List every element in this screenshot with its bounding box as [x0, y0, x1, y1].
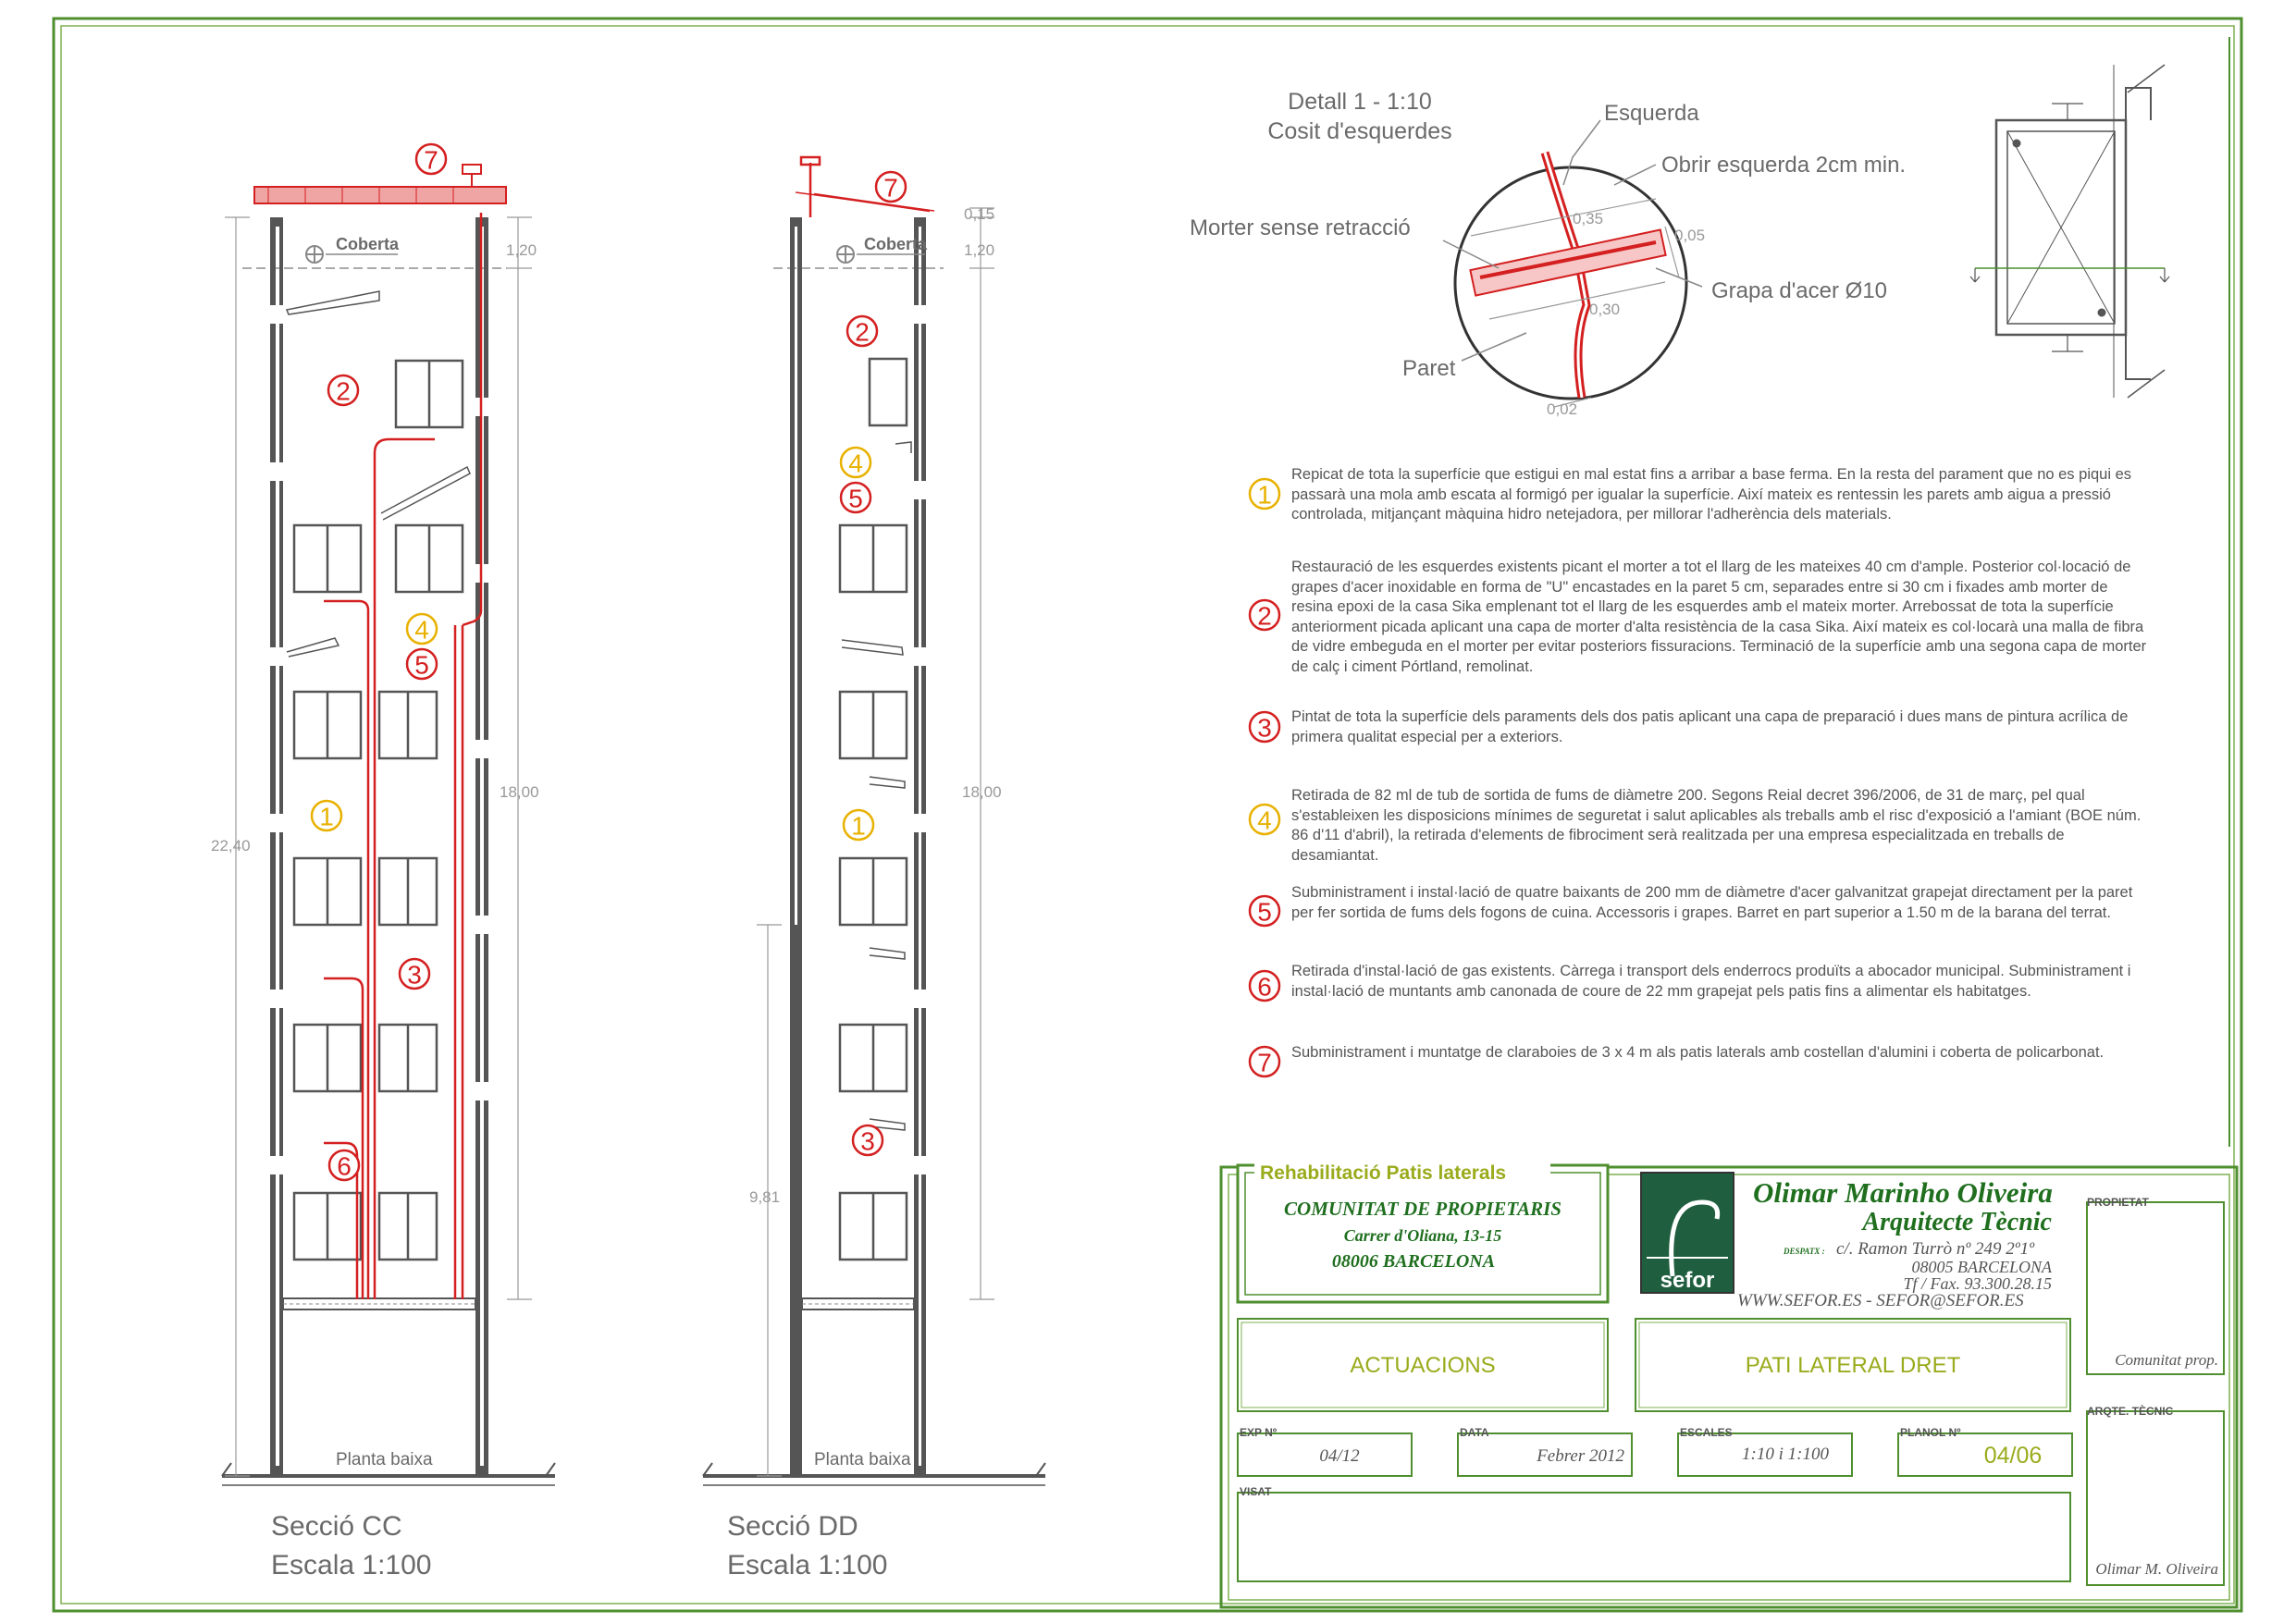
- note-marker-2: 2: [1257, 601, 1272, 631]
- arqte-label: ARQTE. TÈCNIC: [2087, 1405, 2174, 1418]
- exp-value: 04/12: [1319, 1446, 1360, 1466]
- dd-coberta-label: Coberta: [864, 235, 928, 253]
- detail-dim-d1: 0,35: [1573, 210, 1604, 227]
- marker-4: 4: [414, 615, 429, 645]
- dd-markers: [841, 172, 906, 1156]
- detail-1: [1190, 89, 1906, 418]
- marker-3: 3: [860, 1126, 875, 1156]
- propietat-value: Comunitat prop.: [2115, 1351, 2218, 1369]
- note-marker-4: 4: [1257, 805, 1272, 835]
- cc-coberta-label: Coberta: [336, 235, 400, 253]
- propietat-label: PROPIETAT: [2087, 1196, 2149, 1209]
- detail-dim-d3: 0,30: [1589, 301, 1621, 318]
- escales-label: ESCALES: [1680, 1426, 1733, 1439]
- dd-title: Secció DD: [727, 1511, 858, 1542]
- client-city: 08006 BARCELONA: [1331, 1251, 1496, 1272]
- marker-2: 2: [855, 317, 870, 347]
- cc-ground-label: Planta baixa: [336, 1450, 433, 1469]
- cc-dim-top: 1,20: [506, 241, 537, 259]
- cc-dim-total: 22,40: [211, 837, 251, 855]
- note-4: Retirada de 82 ml de tub de sortida de fums de diàmetre 200. Segons Reial decret 396/2006, de 31 de març, pel qual s'estableixen les disposicions mínimes de seguretat i salut aplicables als treballs amb el risc d'exposició a l'amiant (BOE núm. 86 d'11 d'abril), la retirada d'elements de fibrociment serà realitzada per una empresa especialitzada en treballs de desamiantat.: [1291, 787, 2142, 864]
- marker-5: 5: [414, 650, 429, 680]
- section-dd: [703, 157, 1045, 1580]
- marker-6: 6: [337, 1151, 352, 1181]
- marker-2: 2: [336, 376, 351, 406]
- marker-3: 3: [407, 960, 422, 990]
- logo-text: sefor: [1660, 1268, 1715, 1293]
- dd-scale: Escala 1:100: [727, 1550, 888, 1580]
- title-block: [1221, 1158, 2237, 1607]
- project-name: Rehabilitació Patis laterals: [1260, 1162, 1507, 1184]
- exp-label: EXP Nº: [1240, 1426, 1278, 1439]
- note-marker-7: 7: [1257, 1048, 1272, 1077]
- note-marker-5: 5: [1257, 897, 1272, 927]
- note-marker-3: 3: [1257, 713, 1272, 743]
- dd-dim-parapet: 0,15: [964, 205, 995, 223]
- office-city: 08005 BARCELONA: [1911, 1258, 2052, 1276]
- detail-dim-d2: 0,05: [1674, 227, 1706, 244]
- dd-dim-top: 1,20: [964, 241, 995, 259]
- detail-label-open: Obrir esquerda 2cm min.: [1661, 153, 1907, 178]
- note-1: Repicat de tota la superfície que estigui en mal estat fins a arribar a base ferma. En la resta del parament que no es piqui es passarà una mola amb escata al formigó per igualar la superfície. Així mateix es rentessin les parets amb aigua a pressió controlada, mitjançant màquina hidro netejadora, per millorar l'adherència dels materials.: [1291, 466, 2132, 523]
- note-5: Subministrament i instal·lació de quatre baixants de 200 mm de diàmetre d'acer galvanitzat grapejat directament per la paret per fer sortida de fums dels fogons de cuina. Accessoris i grapes. Barret en part superior a 1.50 m de la barana del terrat.: [1291, 884, 2133, 921]
- client-street: Carrer d'Oliana, 13-15: [1343, 1226, 1502, 1245]
- note-6: Retirada d'instal·lació de gas existents. Càrrega i transport dels enderrocs produïts a abocador municipal. Subministrament i instal·lació de muntants amb canonada de coure de 22 mm grapejat pels patis fins a alimentar els habitatges.: [1291, 963, 2131, 1000]
- marker-1: 1: [319, 802, 334, 831]
- dd-dim-height: 18,00: [962, 783, 1002, 801]
- marker-1: 1: [851, 811, 866, 841]
- architect-role: Arquitecte Tècnic: [1862, 1208, 2052, 1236]
- cc-dim-height: 18,00: [500, 783, 539, 801]
- data-label: DATA: [1460, 1426, 1489, 1439]
- plan-detail: [1970, 65, 2169, 398]
- notes-markers: [1250, 479, 1279, 1077]
- cc-scale: Escala 1:100: [271, 1550, 432, 1580]
- marker-5: 5: [848, 484, 863, 513]
- dd-ground-label: Planta baixa: [814, 1450, 911, 1469]
- visat-label: VISAT: [1240, 1485, 1272, 1498]
- office-web: WWW.SEFOR.ES - SEFOR@SEFOR.ES: [1737, 1291, 2024, 1310]
- escales-value: 1:10 i 1:100: [1742, 1445, 1829, 1464]
- note-3: Pintat de tota la superfície dels paraments dels dos patis aplicant una capa de preparació i dues mans de pintura acrílica de primera qualitat especial per a exteriors.: [1291, 708, 2129, 745]
- office-label: DESPATX :: [1784, 1247, 1825, 1256]
- detail-label-staple: Grapa d'acer Ø10: [1711, 278, 1888, 303]
- office-address: c/. Ramon Turrò nº 249 2º1º: [1836, 1239, 2035, 1259]
- section-cc: [211, 144, 555, 1580]
- arqte-value: Olimar M. Oliveira: [2095, 1560, 2218, 1578]
- client-name: COMUNITAT DE PROPIETARIS: [1284, 1198, 1562, 1220]
- detail-label-crack: Esquerda: [1604, 101, 1699, 126]
- marker-7: 7: [883, 173, 898, 203]
- detail-label-mortar: Morter sense retracció: [1190, 215, 1411, 240]
- note-7: Subministrament i muntatge de claraboies de 3 x 4 m als patis laterals amb costellan d'alumini i coberta de policarbonat.: [1291, 1044, 2105, 1061]
- dd-dim-lower: 9,81: [749, 1188, 781, 1206]
- plan-name: PATI LATERAL DRET: [1745, 1353, 1961, 1378]
- detail-label-wall: Paret: [1402, 356, 1456, 381]
- marker-7: 7: [424, 145, 438, 175]
- detail-subtitle: Cosit d'esquerdes: [1267, 118, 1452, 144]
- actuacions-label: ACTUACIONS: [1350, 1353, 1496, 1378]
- marker-4: 4: [848, 449, 863, 478]
- detail-dim-d4: 0,02: [1547, 400, 1578, 418]
- architect-name: Olimar Marinho Oliveira: [1753, 1176, 2053, 1209]
- office-phone: Tf / Fax. 93.300.28.15: [1903, 1274, 2052, 1293]
- note-2: Restauració de les esquerdes existents picant el morter a tot el llarg de les mateixes 40 cm d'ample. Posterior col·locació de grapes d'acer inoxidable en forma de "U" encastades en la paret 5 cm, separades entre si 30 cm i fixades amb morter de resina epoxi de la casa Sika emplenant tot el llarg de les esquerdes amb el mateix morter. Arrebossat de tota la superfície anteriorment picada aplicant una capa de morter d'alta resistència de la casa Sika. Així mateix es col·locarà una malla de fibra de vidre embeguda en el morter per evitar posteriors fissuracions. Terminació de la superfície amb una segona capa de morter de calç i ciment Pórtland, remolinat.: [1291, 559, 2147, 675]
- planol-label: PLANOL Nº: [1900, 1426, 1961, 1439]
- note-marker-6: 6: [1257, 972, 1272, 1002]
- detail-title: Detall 1 - 1:10: [1288, 89, 1432, 115]
- data-value: Febrer 2012: [1537, 1446, 1624, 1466]
- note-marker-1: 1: [1257, 480, 1272, 510]
- planol-value: 04/06: [1983, 1443, 2043, 1469]
- cc-title: Secció CC: [271, 1511, 402, 1542]
